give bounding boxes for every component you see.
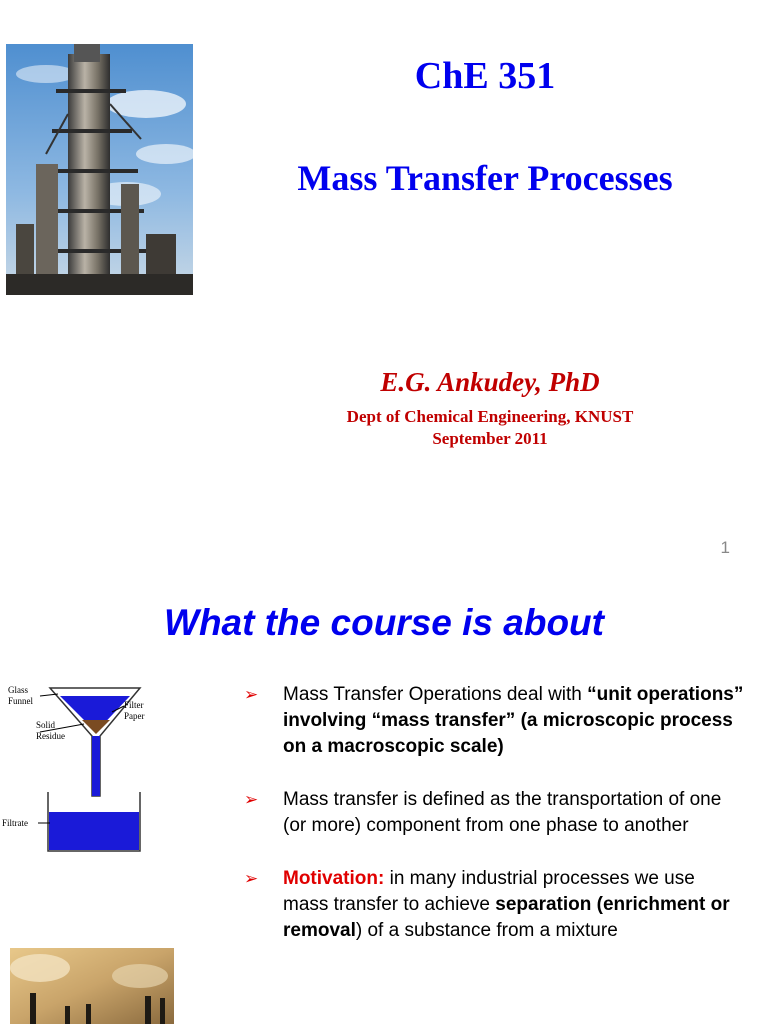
course-code: ChE 351	[414, 55, 556, 97]
label-filter: Filter	[124, 700, 144, 710]
department: Dept of Chemical Engineering, KNUST	[346, 407, 634, 426]
list-item: ➢ Motivation: in many industrial processes we use mass transfer to achieve separation (enrichment or removal) of a substance from a mixture	[244, 868, 730, 941]
industrial-smokestacks-photo	[10, 948, 174, 1024]
label-solid: Solid	[36, 720, 56, 730]
course-title: Mass Transfer Processes	[297, 158, 673, 198]
label-glass: Glass	[8, 685, 28, 695]
label-filtrate: Filtrate	[2, 818, 28, 828]
content-slide	[0, 584, 768, 1024]
arrow-bullet-icon: ➢	[244, 790, 259, 809]
date: September 2011	[432, 429, 548, 448]
arrow-bullet-icon: ➢	[244, 869, 259, 888]
label-funnel: Funnel	[8, 696, 34, 706]
distillation-column-photo	[6, 44, 193, 295]
label-paper: Paper	[124, 711, 145, 721]
bullet-list	[244, 682, 744, 944]
page-number: 1	[720, 538, 730, 557]
list-item: ➢ Mass transfer is defined as the transportation of one (or more) component from one phase to another	[244, 789, 722, 836]
slide-heading: What the course is about	[164, 602, 604, 643]
label-residue: Residue	[36, 731, 65, 741]
arrow-bullet-icon: ➢	[244, 685, 259, 704]
author-name: E.G. Ankudey, PhD	[380, 367, 600, 397]
list-item: ➢ Mass Transfer Operations deal with “unit operations” involving “mass transfer” (a microscopic process on a macroscopic scale)	[244, 684, 744, 757]
filtration-diagram	[0, 676, 210, 856]
